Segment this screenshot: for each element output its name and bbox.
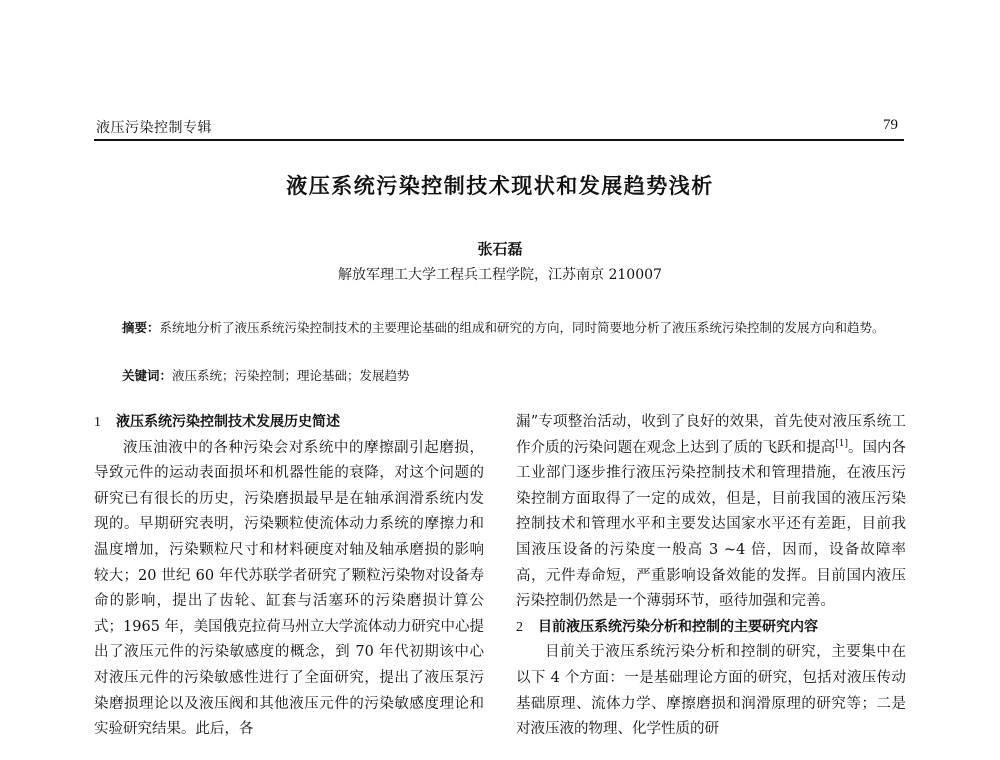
section-number-2: 2 bbox=[516, 619, 523, 635]
author-affiliation: 解放军理工大学工程兵工程学院，江苏南京 210007 bbox=[338, 267, 662, 283]
section-title-2: 目前液压系统污染分析和控制的主要研究内容 bbox=[538, 618, 818, 635]
body-paragraph: 液压油液中的各种污染会对系统中的摩擦副引起磨损，导致元件的运动表面损坏和机器性能的衰降，对这个问题的研究已有很长的历史，污染磨损最早是在轴承润滑系统内发现的。早期研究表明，污染颗粒使流体动力系统的摩擦力和温度增加，污染颗粒尺寸和材料硬度对轴及轴承磨损的影响较大；20 世纪 60 年代苏联学者研究了颗粒污染物对设备寿命的影响，提出了齿轮、缸套与活塞环的污染磨损计算公式；1965 年，美国俄克拉荷马州立大学流体动力研究中心提出了液压元件的污染敏感度的概念，到 70 年代初期该中心对液压元件的污染敏感性进行了全面研究，提出了液压泵污染磨损理论以及液压阀和其他液压元件的污染敏感度理论和实验研究结果。此后，各 bbox=[94, 439, 484, 738]
section-heading-1 bbox=[94, 410, 484, 436]
page-number: 79 bbox=[883, 117, 898, 133]
section-title-1: 液压系统污染控制技术发展历史简述 bbox=[116, 414, 340, 430]
header-rule bbox=[94, 139, 904, 141]
keywords-label: 关键词： bbox=[122, 368, 173, 383]
paragraph-text-a: 漏”专项整治活动，收到了良好的效果，首先使对液压系统工作介质的污染问题在观念上达到了质的飞跃和提高 bbox=[516, 414, 906, 456]
article-title: 液压系统污染控制技术现状和发展趋势浅析 bbox=[286, 174, 714, 198]
body-paragraph-2: 目前关于液压系统污染分析和控制的研究，主要集中在以下 4 个方面：一是基础理论方面的研究，包括对液压传动基础原理、流体力学、摩擦磨损和润滑原理的研究等；二是对液压液的物理、化学性质的研 bbox=[516, 644, 906, 738]
abstract bbox=[96, 316, 904, 339]
left-column bbox=[94, 410, 484, 743]
paragraph-text-b: 。国内各工业部门逐步推行液压污染控制技术和管理措施，在液压污染控制方面取得了一定的成效，但是，目前我国的液压污染控制技术和管理水平和主要发达国家水平还有差距，目前我国液压设备的污染度一般高 3 ~4 倍，因而，设备故障率高，元件寿命短，严重影响设备效能的发挥。目前国内液压污染控制仍然是一个薄弱环节，亟待加强和完善。 bbox=[516, 439, 907, 610]
section-heading-2 bbox=[516, 615, 906, 641]
keywords-text: 液压系统；污染控制；理论基础；发展趋势 bbox=[172, 368, 410, 383]
abstract-label: 摘要： bbox=[122, 320, 160, 335]
citation-ref: [1] bbox=[835, 438, 848, 449]
section-number-1: 1 bbox=[94, 415, 101, 430]
body-paragraph-continued bbox=[516, 410, 906, 615]
right-column bbox=[516, 410, 906, 743]
keywords bbox=[122, 364, 410, 387]
author-name: 张石磊 bbox=[477, 240, 523, 258]
abstract-text: 系统地分析了液压系统污染控制技术的主要理论基础的组成和研究的方向，同时简要地分析了液压系统污染控制的发展方向和趋势。 bbox=[159, 320, 885, 335]
running-header-section: 液压污染控制专辑 bbox=[96, 120, 212, 136]
